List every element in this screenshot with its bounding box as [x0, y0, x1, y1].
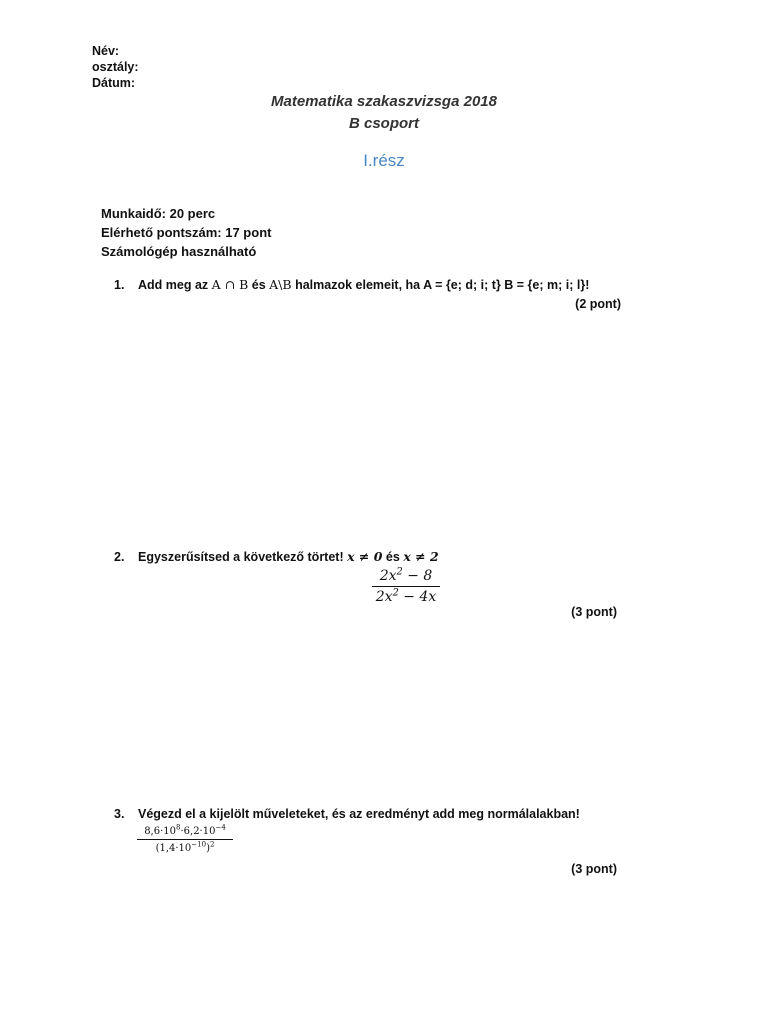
- task-2: 2. Egyszerűsítsed a következő törtet! x ≠ 0 és x ≠ 2: [114, 549, 439, 564]
- fraction-denominator: $2x^2 - 4x$: [372, 586, 440, 605]
- condition-2: x ≠ 2: [403, 549, 439, 564]
- task-3-points: (3 pont): [571, 862, 617, 876]
- task-1-points: (2 pont): [575, 297, 621, 311]
- max-points: Elérhető pontszám: 17 pont: [101, 225, 272, 240]
- exam-title: Matematika szakaszvizsga 2018: [271, 93, 497, 110]
- task-number: 3.: [114, 807, 125, 821]
- task-3: 3. Végezd el a kijelölt műveleteket, és az eredményt add meg normálalakban!: [114, 807, 580, 821]
- fraction-numerator: $2x^2 - 8$: [379, 566, 433, 584]
- task-3-fraction: [137, 823, 233, 854]
- set-difference: A\B: [269, 277, 292, 292]
- work-time: Munkaidő: 20 perc: [101, 206, 216, 221]
- task-number: 1.: [114, 278, 125, 292]
- date-label: Dátum:: [92, 76, 136, 90]
- exam-info: [101, 204, 271, 261]
- task-1: 1. Add meg az A ∩ B és A\B halmazok elemeit, ha A = {e; d; i; t} B = {e; m; i; l}!: [114, 277, 590, 292]
- header-fields: [92, 43, 139, 91]
- section-title: I.rész: [363, 151, 405, 170]
- task-2-points: (3 pont): [571, 605, 617, 619]
- calculator-note: Számológép használható: [101, 244, 257, 259]
- fraction-denominator: $(1,4\cdot 10^{-10})^2$: [137, 839, 233, 854]
- fraction-numerator: $8,6\cdot 10^8\cdot 6,2\cdot 10^{-4}$: [144, 823, 226, 837]
- name-label: Név:: [92, 44, 120, 58]
- condition-1: x ≠ 0: [347, 549, 383, 564]
- class-label: osztály:: [92, 60, 139, 74]
- exam-group: B csoport: [348, 115, 419, 132]
- task-number: 2.: [114, 550, 125, 564]
- task-2-fraction: [372, 568, 440, 605]
- set-intersection: A ∩ B: [211, 277, 249, 292]
